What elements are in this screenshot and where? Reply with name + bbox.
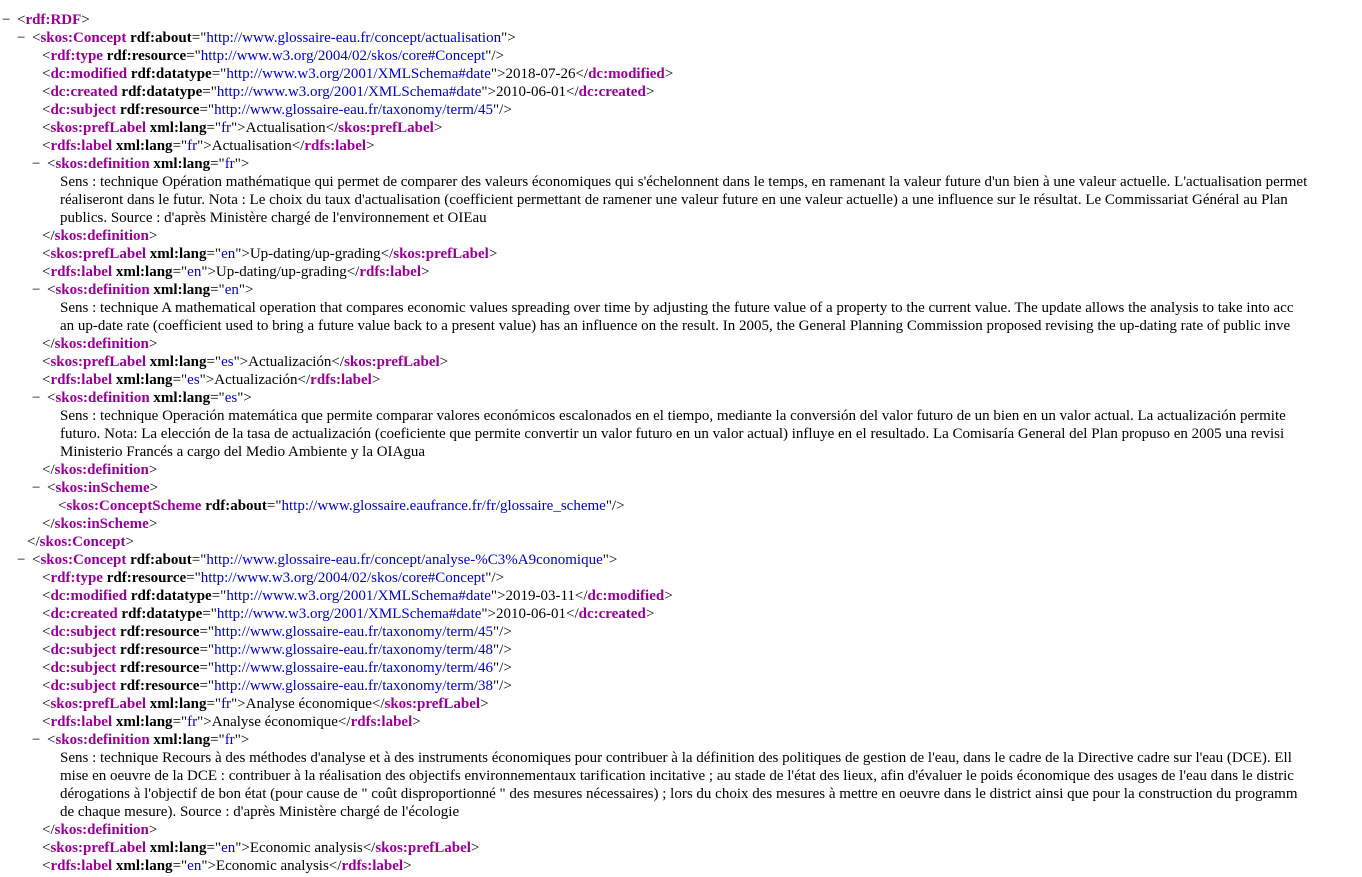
xml-element-line: [0, 821, 1362, 839]
xml-attr-value: fr: [221, 696, 232, 712]
xml-attr-name: rdf:about: [126, 30, 192, 46]
xml-punct: ">: [234, 732, 250, 748]
xml-punct: >: [403, 858, 412, 874]
xml-punct: <: [42, 354, 51, 370]
xml-punct: =": [191, 552, 207, 568]
xml-tag-name: dc:subject: [50, 102, 117, 118]
xml-punct: <: [47, 156, 56, 172]
xml-text-content: Ministerio Francés a cargo del Medio Ambiente y la OIAgua: [60, 444, 426, 460]
xml-element-line: [0, 137, 1362, 155]
xml-punct: "/>: [493, 660, 512, 676]
xml-tag-name: skos:ConceptScheme: [66, 498, 202, 514]
xml-punct: ">Up-dating/up-grading</: [201, 264, 360, 280]
xml-element-line: [0, 551, 1362, 569]
xml-punct: =": [199, 102, 215, 118]
xml-punct: =": [186, 570, 201, 586]
xml-text-content: de chaque mesure). Source : d'après Ministère chargé de l'écologie: [60, 804, 460, 820]
xml-punct: "/>: [493, 642, 512, 658]
xml-punct: =": [191, 30, 207, 46]
xml-attr-value: fr: [224, 732, 235, 748]
xml-punct: </: [42, 822, 55, 838]
xml-punct: <: [42, 858, 51, 874]
xml-element-line: [0, 65, 1362, 83]
xml-attr-name: xml:lang: [112, 138, 173, 154]
xml-punct: <: [42, 660, 51, 676]
xml-element-line: [0, 605, 1362, 623]
xml-punct: "/>: [493, 678, 512, 694]
xml-tag-name: skos:Concept: [40, 30, 127, 46]
xml-tag-name: rdfs:label: [304, 138, 367, 154]
xml-punct: =": [172, 372, 188, 388]
xml-tag-name: skos:inScheme: [54, 516, 149, 532]
xml-attr-value: http://www.w3.org/2001/XMLSchema#date: [226, 66, 491, 82]
xml-punct: =": [172, 264, 188, 280]
xml-punct: =": [211, 66, 227, 82]
xml-attr-name: rdf:resource: [102, 570, 187, 586]
xml-element-line: [0, 281, 1362, 299]
xml-attr-value: fr: [221, 120, 232, 136]
xml-attr-value: http://www.w3.org/2004/02/skos/core#Concept: [200, 48, 486, 64]
xml-attr-name: xml:lang: [112, 858, 173, 874]
xml-attr-name: xml:lang: [149, 282, 211, 298]
xml-tag-name: skos:prefLabel: [50, 696, 147, 712]
xml-tag-name: skos:definition: [55, 732, 150, 748]
xml-punct: =": [211, 588, 227, 604]
xml-element-line: [0, 461, 1362, 479]
xml-tag-name: skos:prefLabel: [50, 246, 147, 262]
xml-punct: =": [202, 84, 217, 100]
xml-attr-name: rdf:datatype: [117, 606, 203, 622]
xml-punct: "/>: [485, 48, 505, 64]
xml-punct: ">Economic analysis</: [235, 840, 376, 856]
xml-attr-value: http://www.glossaire-eau.fr/taxonomy/term/46: [214, 660, 494, 676]
xml-tag-name: skos:definition: [54, 228, 149, 244]
xml-attr-name: xml:lang: [112, 372, 173, 388]
xml-punct: >: [148, 462, 158, 478]
xml-tag-name: skos:prefLabel: [384, 696, 481, 712]
xml-punct: >: [148, 336, 158, 352]
xml-tag-name: rdfs:label: [341, 858, 404, 874]
xml-punct: ">: [237, 390, 252, 406]
collapse-toggle[interactable]: −: [17, 552, 26, 568]
xml-punct: =": [199, 642, 215, 658]
xml-punct: >: [148, 822, 158, 838]
xml-punct: <: [42, 714, 51, 730]
xml-attr-value: es: [187, 372, 200, 388]
xml-punct: ">Economic analysis</: [201, 858, 342, 874]
xml-tag-name: dc:created: [50, 84, 118, 100]
xml-punct: </: [42, 516, 55, 532]
xml-punct: =": [199, 624, 215, 640]
xml-attr-value: http://www.w3.org/2001/XMLSchema#date: [226, 588, 491, 604]
xml-attr-value: http://www.glossaire-eau.fr/taxonomy/term/45: [214, 102, 494, 118]
xml-attr-name: xml:lang: [149, 156, 211, 172]
xml-tag-name: rdfs:label: [50, 264, 113, 280]
xml-text-content: Sens : technique Operación matemática que permite comparar valores económicos escalonados en el tiempo, mediante la conversión del valor futuro de un bien en un valor actual. La actualización permite: [60, 408, 1286, 424]
xml-attr-name: xml:lang: [146, 120, 207, 136]
xml-attr-name: rdf:resource: [116, 678, 200, 694]
xml-punct: <: [42, 66, 51, 82]
xml-punct: "/>: [485, 570, 505, 586]
xml-attr-name: xml:lang: [112, 714, 173, 730]
xml-punct: =": [210, 390, 225, 406]
xml-root-line: [0, 11, 1362, 29]
xml-text-content: publics. Source : d'après Ministère chargé de l'environnement et OIEau: [60, 210, 487, 226]
xml-punct: >: [488, 246, 498, 262]
xml-element-line: [0, 641, 1362, 659]
xml-lines: [0, 29, 1362, 875]
xml-punct: ">2019-03-11</: [490, 588, 588, 604]
xml-element-line: [0, 101, 1362, 119]
xml-punct: ">Analyse économique</: [231, 696, 385, 712]
xml-punct: =": [186, 48, 201, 64]
xml-punct: </: [42, 228, 55, 244]
xml-tag-name: rdfs:label: [350, 714, 413, 730]
xml-punct: </: [42, 336, 55, 352]
xml-tag-name: skos:prefLabel: [50, 840, 147, 856]
xml-tag-name: dc:modified: [50, 66, 128, 82]
xml-text-content: Sens : technique Opération mathématique qui permet de comparer des valeurs économiques qui s'échelonnent dans le temps, en ramenant la valeur future d'un bien à une valeur actuelle. L'actualisation permet: [60, 174, 1308, 190]
xml-element-line: [0, 659, 1362, 677]
xml-tag-name: dc:subject: [50, 678, 117, 694]
xml-tag-name: skos:definition: [54, 462, 149, 478]
xml-attr-value: http://www.w3.org/2001/XMLSchema#date: [216, 606, 482, 622]
xml-punct: <: [42, 264, 51, 280]
xml-attr-name: xml:lang: [146, 246, 207, 262]
xml-punct: <: [42, 246, 51, 262]
xml-tag-name: skos:definition: [55, 390, 150, 406]
xml-punct: ">2010-06-01</: [481, 606, 579, 622]
xml-attr-name: xml:lang: [146, 696, 207, 712]
xml-tag-name: dc:created: [578, 84, 646, 100]
xml-element-line: [0, 335, 1362, 353]
xml-tag-name: skos:prefLabel: [338, 120, 434, 136]
xml-punct: ">2010-06-01</: [481, 84, 579, 100]
xml-tag-name: skos:inScheme: [55, 480, 150, 496]
xml-punct: <: [42, 120, 51, 136]
xml-tag-name: skos:definition: [55, 156, 150, 172]
xml-punct: >: [149, 480, 159, 496]
xml-punct: >: [480, 696, 489, 712]
xml-punct: </: [42, 462, 55, 478]
xml-punct: <: [47, 390, 56, 406]
xml-punct: =": [206, 246, 222, 262]
xml-element-line: [0, 857, 1362, 875]
xml-element-line: [0, 83, 1362, 101]
xml-element-line: [0, 695, 1362, 713]
xml-element-line: [0, 245, 1362, 263]
xml-attr-value: http://www.glossaire-eau.fr/taxonomy/term/45: [214, 624, 494, 640]
collapse-toggle[interactable]: −: [32, 390, 41, 406]
xml-tag-name: rdfs:label: [50, 138, 113, 154]
xml-attr-name: xml:lang: [112, 264, 173, 280]
xml-attr-name: rdf:resource: [102, 48, 187, 64]
xml-punct: =": [206, 696, 222, 712]
xml-punct: <: [42, 678, 51, 694]
xml-element-line: [0, 713, 1362, 731]
xml-punct: =": [202, 606, 217, 622]
xml-element-line: [0, 47, 1362, 65]
xml-attr-value: es: [221, 354, 234, 370]
xml-punct: =": [210, 282, 225, 298]
xml-punct: >: [148, 516, 158, 532]
xml-punct: </: [27, 534, 40, 550]
xml-element-line: [0, 263, 1362, 281]
xml-element-line: [0, 497, 1362, 515]
collapse-toggle[interactable]: −: [2, 12, 11, 28]
xml-element-line: [0, 389, 1362, 407]
xml-punct: ">Actualización</: [199, 372, 311, 388]
xml-punct: =": [172, 138, 188, 154]
xml-tag-name: rdf:type: [50, 48, 103, 64]
xml-attr-value: http://www.glossaire-eau.fr/taxonomy/term/38: [214, 678, 494, 694]
xml-punct: >: [470, 840, 480, 856]
xml-punct: ">2018-07-26</: [490, 66, 589, 82]
xml-punct: <: [42, 624, 51, 640]
xml-element-line: [0, 119, 1362, 137]
xml-element-line: [0, 731, 1362, 749]
xml-punct: "/>: [493, 102, 512, 118]
xml-attr-name: xml:lang: [146, 354, 207, 370]
xml-punct: ">Actualisation</: [197, 138, 305, 154]
xml-tag-name: rdfs:label: [50, 714, 113, 730]
xml-punct: <: [42, 606, 51, 622]
xml-punct: <: [42, 84, 51, 100]
xml-attr-value: http://www.glossaire-eau.fr/taxonomy/term/48: [214, 642, 494, 658]
xml-attr-name: rdf:about: [126, 552, 192, 568]
xml-punct: =": [206, 120, 222, 136]
xml-bracket: <: [17, 12, 26, 28]
xml-text-content: Sens : technique A mathematical operation that compares economic values spreading over time by adjusting the future value of a property to the current value. The update allows the analysis to take into acc: [60, 300, 1294, 316]
xml-punct: ">: [501, 30, 516, 46]
xml-attr-name: xml:lang: [146, 840, 207, 856]
collapse-toggle[interactable]: −: [32, 156, 41, 172]
xml-attr-name: xml:lang: [149, 390, 211, 406]
xml-punct: <: [42, 642, 51, 658]
xml-element-line: [0, 623, 1362, 641]
xml-punct: ">Up-dating/up-grading</: [235, 246, 394, 262]
xml-punct: >: [371, 372, 381, 388]
xml-text-content: Sens : technique Recours à des méthodes d'analyse et à des instruments économiques pour contribuer à la définition des politiques de gestion de l'eau, dans le cadre de la Directive cadre sur l'eau (DCE). Ell: [60, 750, 1292, 766]
xml-attr-value: en: [187, 858, 202, 874]
xml-punct: >: [439, 354, 449, 370]
xml-element-line: [0, 155, 1362, 173]
xml-tag-name: dc:created: [50, 606, 118, 622]
xml-punct: <: [32, 30, 41, 46]
xml-attr-value: http://www.glossaire-eau.fr/concept/analyse-%C3%A9conomique: [206, 552, 603, 568]
xml-tag-name: dc:subject: [50, 624, 117, 640]
xml-punct: ">: [602, 552, 618, 568]
xml-element-line: [0, 533, 1362, 551]
xml-tag-name: rdf:RDF: [25, 12, 82, 28]
xml-punct: ">Actualización</: [233, 354, 345, 370]
xml-attr-value: en: [187, 264, 202, 280]
xml-tag-name: skos:definition: [54, 822, 149, 838]
xml-tag-name: dc:created: [578, 606, 646, 622]
xml-attr-name: rdf:datatype: [127, 588, 212, 604]
xml-punct: ">: [238, 282, 254, 298]
xml-tag-name: rdfs:label: [310, 372, 372, 388]
xml-punct: >: [366, 138, 375, 154]
xml-element-line: [0, 479, 1362, 497]
xml-attr-name: rdf:resource: [116, 624, 200, 640]
xml-tag-name: skos:Concept: [39, 534, 126, 550]
collapse-toggle[interactable]: −: [32, 732, 41, 748]
xml-element-line: [0, 677, 1362, 695]
xml-punct: >: [125, 534, 134, 550]
xml-attr-value: http://www.w3.org/2001/XMLSchema#date: [216, 84, 482, 100]
xml-punct: <: [47, 480, 56, 496]
xml-element-line: [0, 29, 1362, 47]
xml-tag-name: rdfs:label: [50, 372, 113, 388]
xml-element-line: [0, 515, 1362, 533]
xml-punct: >: [421, 264, 430, 280]
xml-punct: <: [42, 138, 51, 154]
xml-punct: <: [42, 570, 51, 586]
xml-tag-name: skos:prefLabel: [375, 840, 471, 856]
xml-punct: =": [210, 156, 225, 172]
xml-attr-value: en: [224, 282, 239, 298]
xml-punct: >: [645, 84, 655, 100]
xml-element-line: [0, 569, 1362, 587]
xml-attr-name: rdf:datatype: [117, 84, 203, 100]
xml-punct: "/>: [605, 498, 625, 514]
xml-punct: =": [210, 732, 225, 748]
xml-attr-value: http://www.glossaire-eau.fr/concept/actualisation: [206, 30, 502, 46]
xml-attr-name: rdf:datatype: [127, 66, 212, 82]
xml-tag-name: dc:subject: [50, 660, 117, 676]
xml-bracket: >: [81, 12, 90, 28]
xml-attr-value: http://www.w3.org/2004/02/skos/core#Concept: [200, 570, 486, 586]
xml-tag-name: dc:modified: [50, 588, 128, 604]
xml-attr-value: en: [221, 840, 236, 856]
xml-punct: >: [148, 228, 158, 244]
xml-punct: =": [172, 858, 188, 874]
xml-element-line: [0, 839, 1362, 857]
xml-attr-name: rdf:about: [201, 498, 267, 514]
xml-tag-name: skos:definition: [54, 336, 149, 352]
xml-punct: "/>: [493, 624, 512, 640]
xml-punct: >: [433, 120, 443, 136]
xml-punct: <: [32, 552, 41, 568]
xml-punct: >: [664, 66, 674, 82]
xml-punct: <: [42, 696, 51, 712]
xml-element-line: [0, 353, 1362, 371]
xml-punct: ">Analyse économique</: [197, 714, 351, 730]
xml-text-content: an up-date rate (coefficient used to bring a future value back to a present value) has an influence on the result. In 2005, the General Planning Commission proposed revising the up-dating rate of public inve: [60, 318, 1291, 334]
xml-tag-name: skos:prefLabel: [393, 246, 489, 262]
xml-tag-name: skos:prefLabel: [50, 120, 147, 136]
xml-text-content: futuro. Nota: La elección de la tasa de actualización (coeficiente que permite convertir un valor futuro en un valor actual) influye en el resultado. La Comisaría General del Plan propuso en 2005 una revisi: [60, 426, 1285, 442]
xml-punct: <: [42, 48, 51, 64]
collapse-toggle[interactable]: −: [17, 30, 26, 46]
xml-punct: =": [266, 498, 282, 514]
xml-text-content: dérogations à l'objectif de bon état (pour cause de " coût disproportionné " des mesures nécessaires) ; lors du choix des mesures à mettre en oeuvre dans le district ainsi que pour la construction du programm: [60, 786, 1298, 802]
xml-text-content: réaliseront dans le futur. Nota : Le choix du taux d'actualisation (coefficient permettant de ramener une valeur future en une valeur actuelle) a une influence sur le résultat. Le Commissariat Général au Plan: [60, 192, 1288, 208]
xml-attr-value: fr: [224, 156, 235, 172]
xml-punct: >: [645, 606, 655, 622]
xml-attr-value: fr: [187, 714, 198, 730]
xml-punct: =": [206, 354, 222, 370]
xml-tag-name: rdf:type: [50, 570, 103, 586]
xml-attr-value: fr: [187, 138, 198, 154]
collapse-toggle[interactable]: −: [32, 480, 41, 496]
xml-tag-name: dc:subject: [50, 642, 117, 658]
xml-punct: <: [42, 102, 51, 118]
xml-punct: <: [47, 282, 56, 298]
xml-attr-name: xml:lang: [149, 732, 211, 748]
xml-tag-name: skos:Concept: [40, 552, 127, 568]
xml-tag-name: skos:definition: [55, 282, 150, 298]
xml-text-content: mise en oeuvre de la DCE : contribuer à la réalisation des objectifs environnementaux tarification incitative ; au stade de l'état des lieux, afin d'évaluer le poids économique des usages de l'eau dans le distric: [60, 768, 1294, 784]
xml-attr-name: rdf:resource: [116, 642, 200, 658]
xml-tag-name: skos:prefLabel: [344, 354, 440, 370]
xml-tag-name: dc:modified: [588, 66, 665, 82]
xml-attr-value: en: [221, 246, 236, 262]
xml-tag-name: skos:prefLabel: [50, 354, 147, 370]
xml-attr-value: http://www.glossaire.eaufrance.fr/fr/glossaire_scheme: [281, 498, 606, 514]
xml-punct: >: [664, 588, 673, 604]
xml-punct: >: [412, 714, 421, 730]
xml-punct: <: [42, 840, 51, 856]
xml-tag-name: rdfs:label: [50, 858, 113, 874]
xml-punct: ">Actualisation</: [231, 120, 339, 136]
xml-punct: =": [206, 840, 222, 856]
xml-punct: ">: [234, 156, 250, 172]
xml-punct: <: [42, 372, 51, 388]
xml-punct: <: [42, 588, 51, 604]
xml-attr-name: rdf:resource: [116, 660, 200, 676]
xml-element-line: [0, 227, 1362, 245]
collapse-toggle[interactable]: −: [32, 282, 41, 298]
xml-tag-name: rdfs:label: [359, 264, 422, 280]
xml-punct: =": [199, 660, 215, 676]
xml-punct: =": [199, 678, 215, 694]
xml-element-line: [0, 371, 1362, 389]
xml-punct: <: [58, 498, 67, 514]
xml-attr-name: rdf:resource: [116, 102, 200, 118]
xml-tag-name: dc:modified: [587, 588, 665, 604]
xml-punct: <: [47, 732, 56, 748]
xml-element-line: [0, 587, 1362, 605]
xml-punct: =": [172, 714, 188, 730]
xml-attr-value: es: [224, 390, 238, 406]
